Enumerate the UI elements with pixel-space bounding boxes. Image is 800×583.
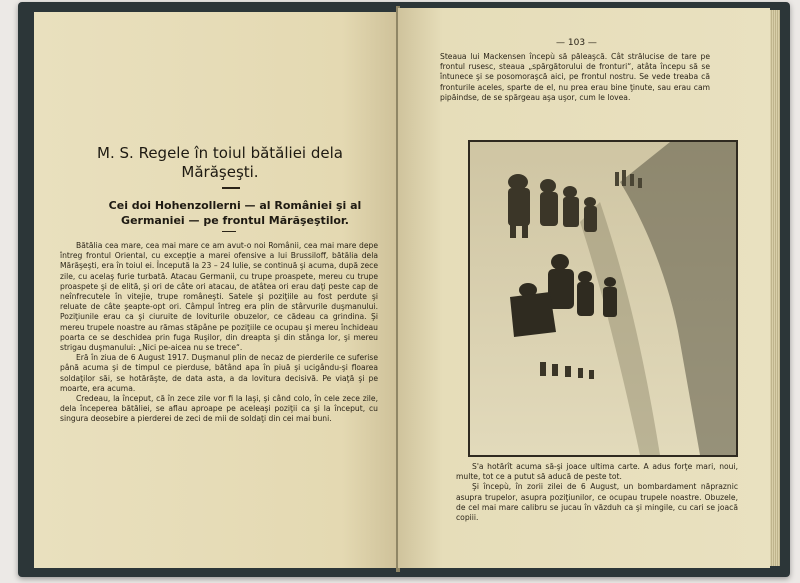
subtitle-line1: Cei doi Hohenzollerni — al României şi al [108,199,362,212]
chapter-title [60,144,380,182]
page-edges [770,10,780,566]
paragraph: Şi începù, în zorii zilei de 6 August, un bombardament năpraznic asupra trupelor, asupra poziţiunilor, ce ocupau trupele noastre. Obuzele, de cel mai mare calibru se jucau în văzduh ca şi mingile, cu cari se joacă copiii. [456,482,738,523]
paragraph: S'a hotărît acuma să-şi joace ultima carte. A adus forţe mari, noui, multe, tot ce a putut să aducă de peste tot. [456,462,738,482]
left-body-text [60,241,378,425]
paragraph: Bătălia cea mare, cea mai mare ce am avut-o noi Românii, cea mai mare depe întreg frontul Oriental, cu excepţie a marei ofensive a lui Brussiloff, bătălia dela Mărăşeşti, era în toiul ei. Începută la 23 – 24 Iulie, se continuă şi acuma, după zece zile, cu acelaş furie turbată. Atacau Germanii, cu trupe proaspete, mereu cu trupe proaspete şi de elită, şi ori de câte ori atacau, de atâtea ori erau daţi peste cap de neînfrecutele în vitejie, trupe româneşti. Satele şi poziţiile au fost perdute şi reluate de câte şeapte-opt ori. Câmpul întreg era plin de stârvurile duşmanului. Poziţiunile erau ca şi ciuruite de loviturile obuzelor, ce cădeau ca grindina. Şi mereu trupele noastre au rămas stăpâne pe poziţiile ce ocupau şi mereu închideau poarta ce se deschidea prin fuga Ruşilor, din dreapta şi din stânga lor, şi mereu strigau duşmanului: „Nici pe-aicea nu se trece“. [60,241,378,353]
subtitle-line2: Germaniei — pe frontul Mărăşeştilor. [121,214,349,227]
battlefield-photograph [468,140,738,457]
right-top-text [440,52,710,103]
paragraph: Steaua lui Mackensen începù să păleaşcă. Cât strălucise de tare pe frontul rusesc, steaua „spărgătorului de fronturi“, atâta începu să se întunece şi se posomoraşcă aici, pe frontul nostru. Se vede treaba că fronturile aceles, sparte de el, nu prea erau bine ţinute, sau erau cam pipăindse, de se spărgeau aşa uşor, cum le lovea. [440,52,710,102]
chapter-title-line1: M. S. Regele în toiul bătăliei dela [97,144,343,162]
title-divider [222,187,240,189]
page-number: — 103 — [556,38,597,48]
subtitle-divider [222,231,236,232]
section-subtitle [90,198,380,228]
paragraph: Credeau, la început, că în zece zile vor fi la Iaşi, şi când colo, în cele zece zile, dela începerea bătăliei, se aflau aproape pe aceleaşi poziţii ca şi la început, cu singura deosebire a pierderei de zeci de mii de soldaţi din cei mai buni. [60,394,378,424]
right-bottom-text [456,462,738,523]
chapter-title-line2: Mărăşeşti. [181,163,259,181]
paragraph: Eră în ziua de 6 August 1917. Duşmanul plin de necaz de pierderile ce suferise până acuma şi de timpul ce pierduse, bătând apa în piuă şi ucigându-şi floarea soldaţilor săi, se hotărăşte, de data asta, a da lovitura decisivă. Pe viaţă şi pe moarte, era acuma. [60,353,378,393]
photo-illustration [470,142,736,455]
